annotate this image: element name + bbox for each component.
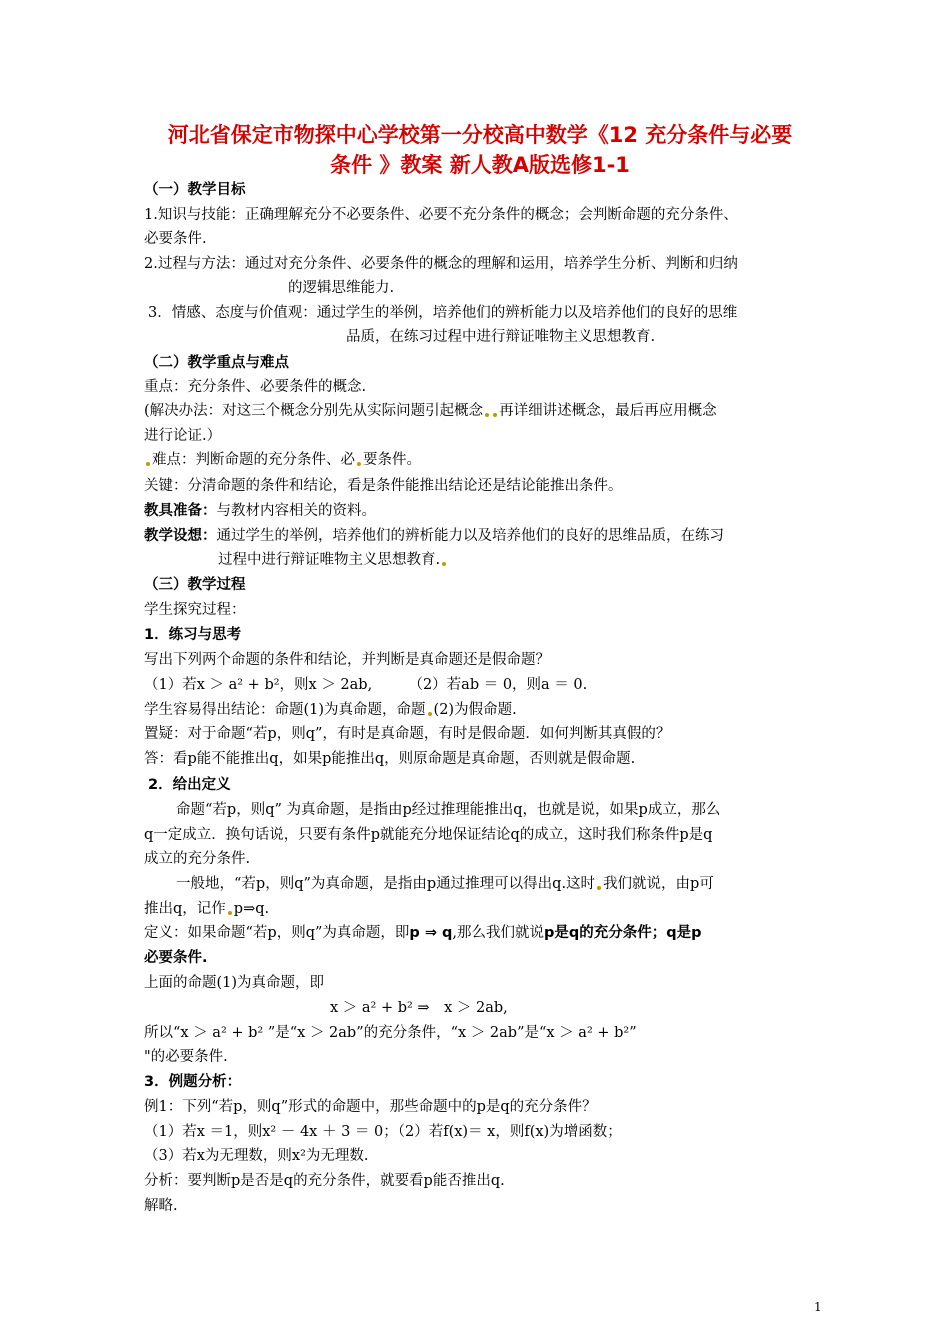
conclusion-text-a: 学生容易得出结论：命题(1)为真命题，命题 (144, 702, 426, 718)
example-formula: x ＞ a² + b² ⇒ x ＞ 2ab, (330, 1000, 508, 1016)
para2-text-a1: 一般地，“若p，则q”为真命题，是指由p通过推理可以得出q.这时 (176, 876, 596, 892)
objective-2-line1: 2.过程与方法：通过对充分条件、必要条件的概念的理解和运用，培养学生分析、判断和归纳 (144, 256, 738, 272)
page-number: 1 (814, 1300, 822, 1314)
design-line2 (218, 550, 448, 570)
method-text-b: 再详细讲述概念，最后再应用概念 (499, 403, 717, 419)
method-line1 (144, 401, 717, 421)
dot-mark (597, 886, 601, 890)
example-conclusion-line1: 所以“x ＞ a² + b² ”是“x ＞ 2ab”的充分条件，“x ＞ 2ab”是“x ＞ a² + b²” (144, 1025, 637, 1041)
dot-mark (146, 462, 150, 466)
difficulty-text-a: 难点：判断命题的充分条件、必 (152, 452, 355, 468)
practice-conclusion (144, 700, 517, 720)
method-line2: 进行论证.） (144, 428, 222, 444)
formal-text-a: 定义：如果命题“若p，则q”为真命题，即 (144, 925, 410, 941)
formal-implication: p ⇒ q (409, 925, 453, 941)
example1-items-line2: （3）若x为无理数，则x²为无理数. (144, 1148, 369, 1164)
example-intro: 上面的命题(1)为真命题，即 (144, 975, 325, 991)
dot-mark (428, 712, 432, 716)
design-label: 教学设想： (144, 528, 217, 544)
objective-2-line2: 的逻辑思维能力. (288, 280, 395, 296)
section-heading-key-points: （二）教学重点与难点 (144, 355, 289, 371)
formal-bold-definition: p是q的充分条件；q是p (544, 925, 702, 941)
conclusion-text-b: (2)为假命题. (433, 702, 517, 718)
example-conclusion-line2: "的必要条件. (144, 1049, 228, 1065)
document-title-line1: 河北省保定市物探中心学校第一分校高中数学《12 充分条件与必要 (167, 123, 793, 147)
practice-items: （1）若x ＞ a² + b²，则x ＞ 2ab, （2）若ab ＝ 0，则a ＝ 0. (144, 677, 588, 693)
document-title-line2: 条件 》教案 新人教A版选修1-1 (330, 153, 630, 177)
design-text-a: 通过学生的举例，培养他们的辨析能力以及培养他们的良好的思维品质，在练习 (216, 528, 724, 544)
example1-question: 例1：下列“若p，则q”形式的命题中，那些命题中的p是q的充分条件？ (144, 1099, 597, 1115)
dot-mark (228, 911, 232, 915)
tools-text: 与教材内容相关的资料。 (216, 503, 376, 519)
difficulty-text-b: 要条件。 (363, 452, 421, 468)
example1-items-line1: （1）若x ＝1，则x² － 4x ＋ 3 ＝ 0；（2）若f(x)＝ x，则f(x)为增函数； (144, 1124, 622, 1140)
definition-para2-line2 (144, 899, 269, 919)
dot-mark (493, 413, 497, 417)
para2-text-b1: 推出q，记作 (144, 901, 226, 917)
difficulty-line (144, 450, 421, 470)
part3-heading: 3．例题分析： (144, 1074, 242, 1090)
definition-para1-line2: q一定成立．换句话说，只要有条件p就能充分地保证结论q的成立，这时我们称条件p是q (144, 827, 713, 843)
formal-definition-line1 (144, 923, 702, 943)
section-heading-process: （三）教学过程 (144, 577, 246, 593)
objective-3-line2: 品质，在练习过程中进行辩证唯物主义思想教育. (346, 329, 656, 345)
objective-3-line1: 3．情感、态度与价值观：通过学生的举例，培养他们的辨析能力以及培养他们的良好的思维 (148, 305, 738, 321)
example1-analysis: 分析：要判断p是否是q的充分条件，就要看p能否推出q. (144, 1173, 505, 1189)
example1-solution: 解略. (144, 1198, 178, 1214)
design-line1 (144, 526, 724, 546)
formal-text-b: ,那么我们就说 (452, 925, 545, 941)
para2-text-a2: 我们就说，由p可 (603, 876, 714, 892)
process-intro: 学生探究过程： (144, 602, 246, 618)
part2-heading: 2．给出定义 (148, 777, 231, 793)
definition-para1-line3: 成立的充分条件. (144, 851, 251, 867)
crux-line: 关键：分清命题的条件和结论，看是条件能推出结论还是结论能推出条件。 (144, 478, 623, 494)
section-heading-objectives: （一）教学目标 (144, 182, 246, 198)
tools-line (144, 501, 376, 521)
method-text-a: (解决办法：对这三个概念分别先从实际问题引起概念 (144, 403, 484, 419)
objective-1-line2: 必要条件. (144, 231, 207, 247)
tools-label: 教具准备： (144, 503, 217, 519)
dot-mark (357, 462, 361, 466)
key-point: 重点：充分条件、必要条件的概念. (144, 379, 367, 395)
part1-heading: 1．练习与思考 (144, 627, 242, 643)
definition-para2-line1 (176, 874, 714, 894)
definition-para1-line1: 命题“若p，则q” 为真命题，是指由p经过推理能推出q，也就是说，如果p成立，那么 (176, 802, 721, 818)
dot-mark (485, 413, 489, 417)
practice-question: 写出下列两个命题的条件和结论，并判断是真命题还是假命题？ (144, 652, 550, 668)
objective-1-line1: 1.知识与技能：正确理解充分不必要条件、必要不充分条件的概念；会判断命题的充分条件、 (144, 207, 738, 223)
dot-mark (442, 562, 446, 566)
formal-definition-line2: 必要条件. (144, 950, 208, 966)
design-text-b: 过程中进行辩证唯物主义思想教育. (218, 552, 441, 568)
para2-text-b2: p⇒q. (233, 901, 270, 917)
practice-doubt: 置疑：对于命题“若p，则q”，有时是真命题，有时是假命题．如何判断其真假的？ (144, 726, 671, 742)
practice-answer: 答：看p能不能推出q，如果p能推出q，则原命题是真命题，否则就是假命题. (144, 751, 636, 767)
